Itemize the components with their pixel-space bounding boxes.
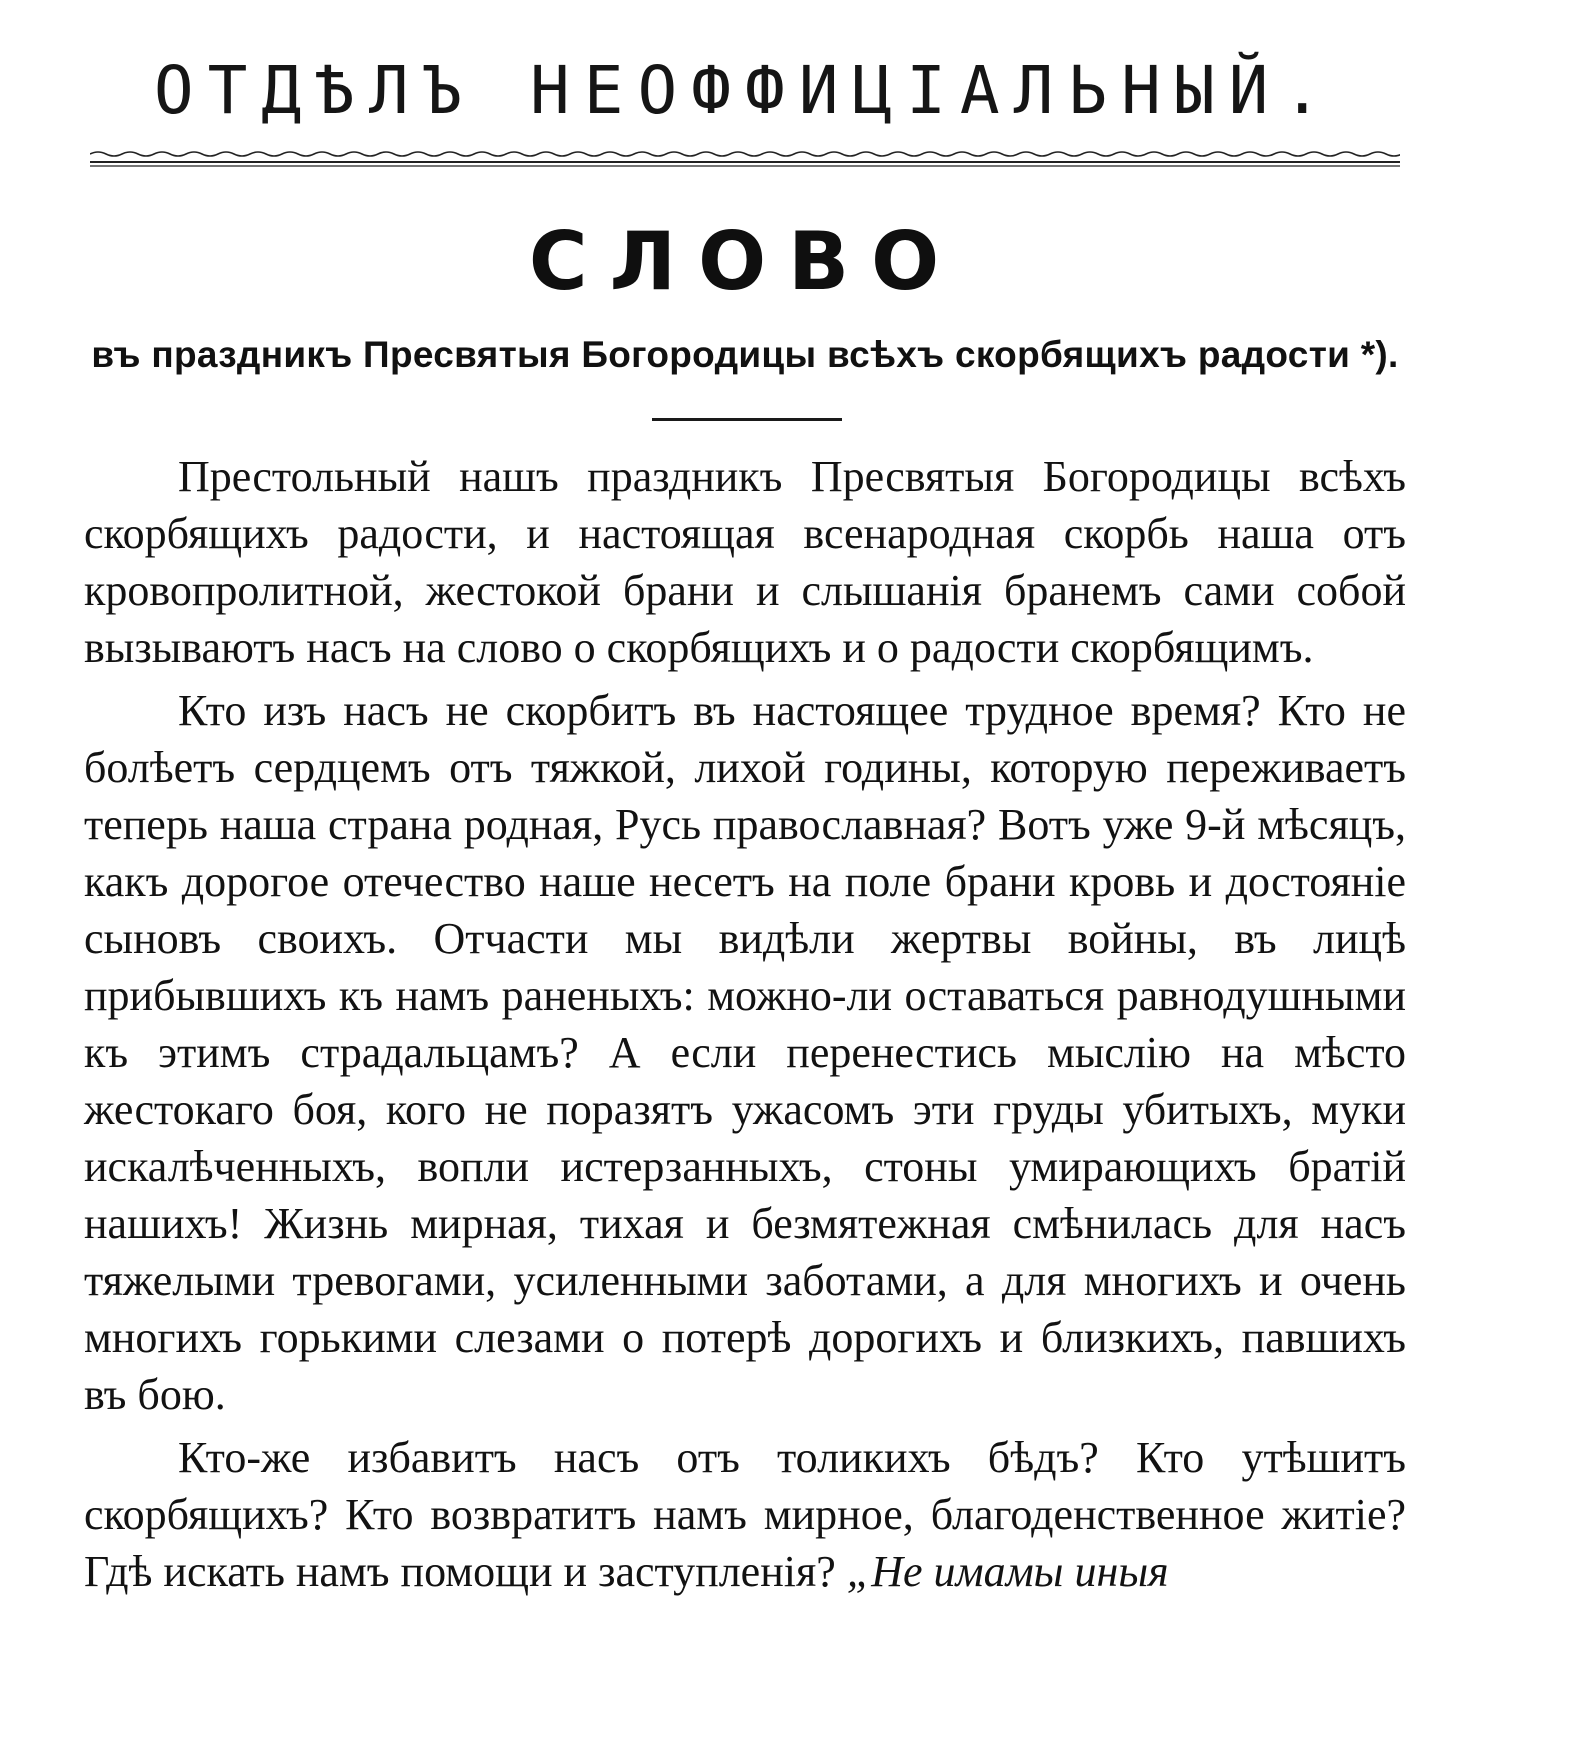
paragraph: Престольный нашъ праздникъ Пресвятыя Богородицы всѣхъ скорбящихъ радости, и настоящая всенародная скорбь наша отъ кровопролитной, жестокой брани и слышанія бранемъ сами собой вызываютъ насъ на слово о скорбящихъ и о радости скорбящимъ. — [84, 452, 1406, 672]
article-body — [84, 448, 1406, 1600]
article-subtitle: въ праздникъ Пресвятыя Богородицы всѣхъ скорбящихъ радости *). — [91, 334, 1399, 375]
article-title: СЛОВО — [528, 215, 962, 308]
section-header: ОТДѢЛЪ НЕОФФИЦІАЛЬНЫЙ. — [153, 52, 1337, 129]
header-wavy-rule — [90, 148, 1400, 174]
paragraph: Кто изъ насъ не скорбитъ въ настоящее трудное время? Кто не болѣетъ сердцемъ отъ тяжкой, лихой годины, которую переживаетъ теперь наша страна родная, Русь православная? Вотъ уже 9-й мѣсяцъ, какъ дорогое отечество наше несетъ на поле брани кровь и достояніе сыновъ своихъ. Отчасти мы видѣли жертвы войны, въ лицѣ прибывшихъ къ намъ раненыхъ: можно-ли оставаться равнодушными къ этимъ страдальцамъ? А если перенестись мыслію на мѣсто жестокаго боя, кого не поразятъ ужасомъ эти груды убитыхъ, муки искалѣченныхъ, вопли истерзанныхъ, стоны умирающихъ братій нашихъ! Жизнь мирная, тихая и безмятежная смѣнилась для насъ тяжелыми тревогами, усиленными заботами, а для многихъ и очень многихъ горькими слезами о потерѣ дорогихъ и близкихъ, павшихъ въ бою. — [84, 686, 1406, 1419]
paragraph — [84, 1429, 1406, 1600]
paragraph-text: Кто-же избавитъ насъ отъ толикихъ бѣдъ? Кто утѣшитъ скорбящихъ? Кто возвратитъ намъ мирное, благоденственное житіе? Гдѣ искать намъ помощи и заступленія? — [84, 1433, 1406, 1596]
quotation: „Не имамы иныя — [846, 1547, 1169, 1596]
separator-rule — [652, 418, 842, 421]
